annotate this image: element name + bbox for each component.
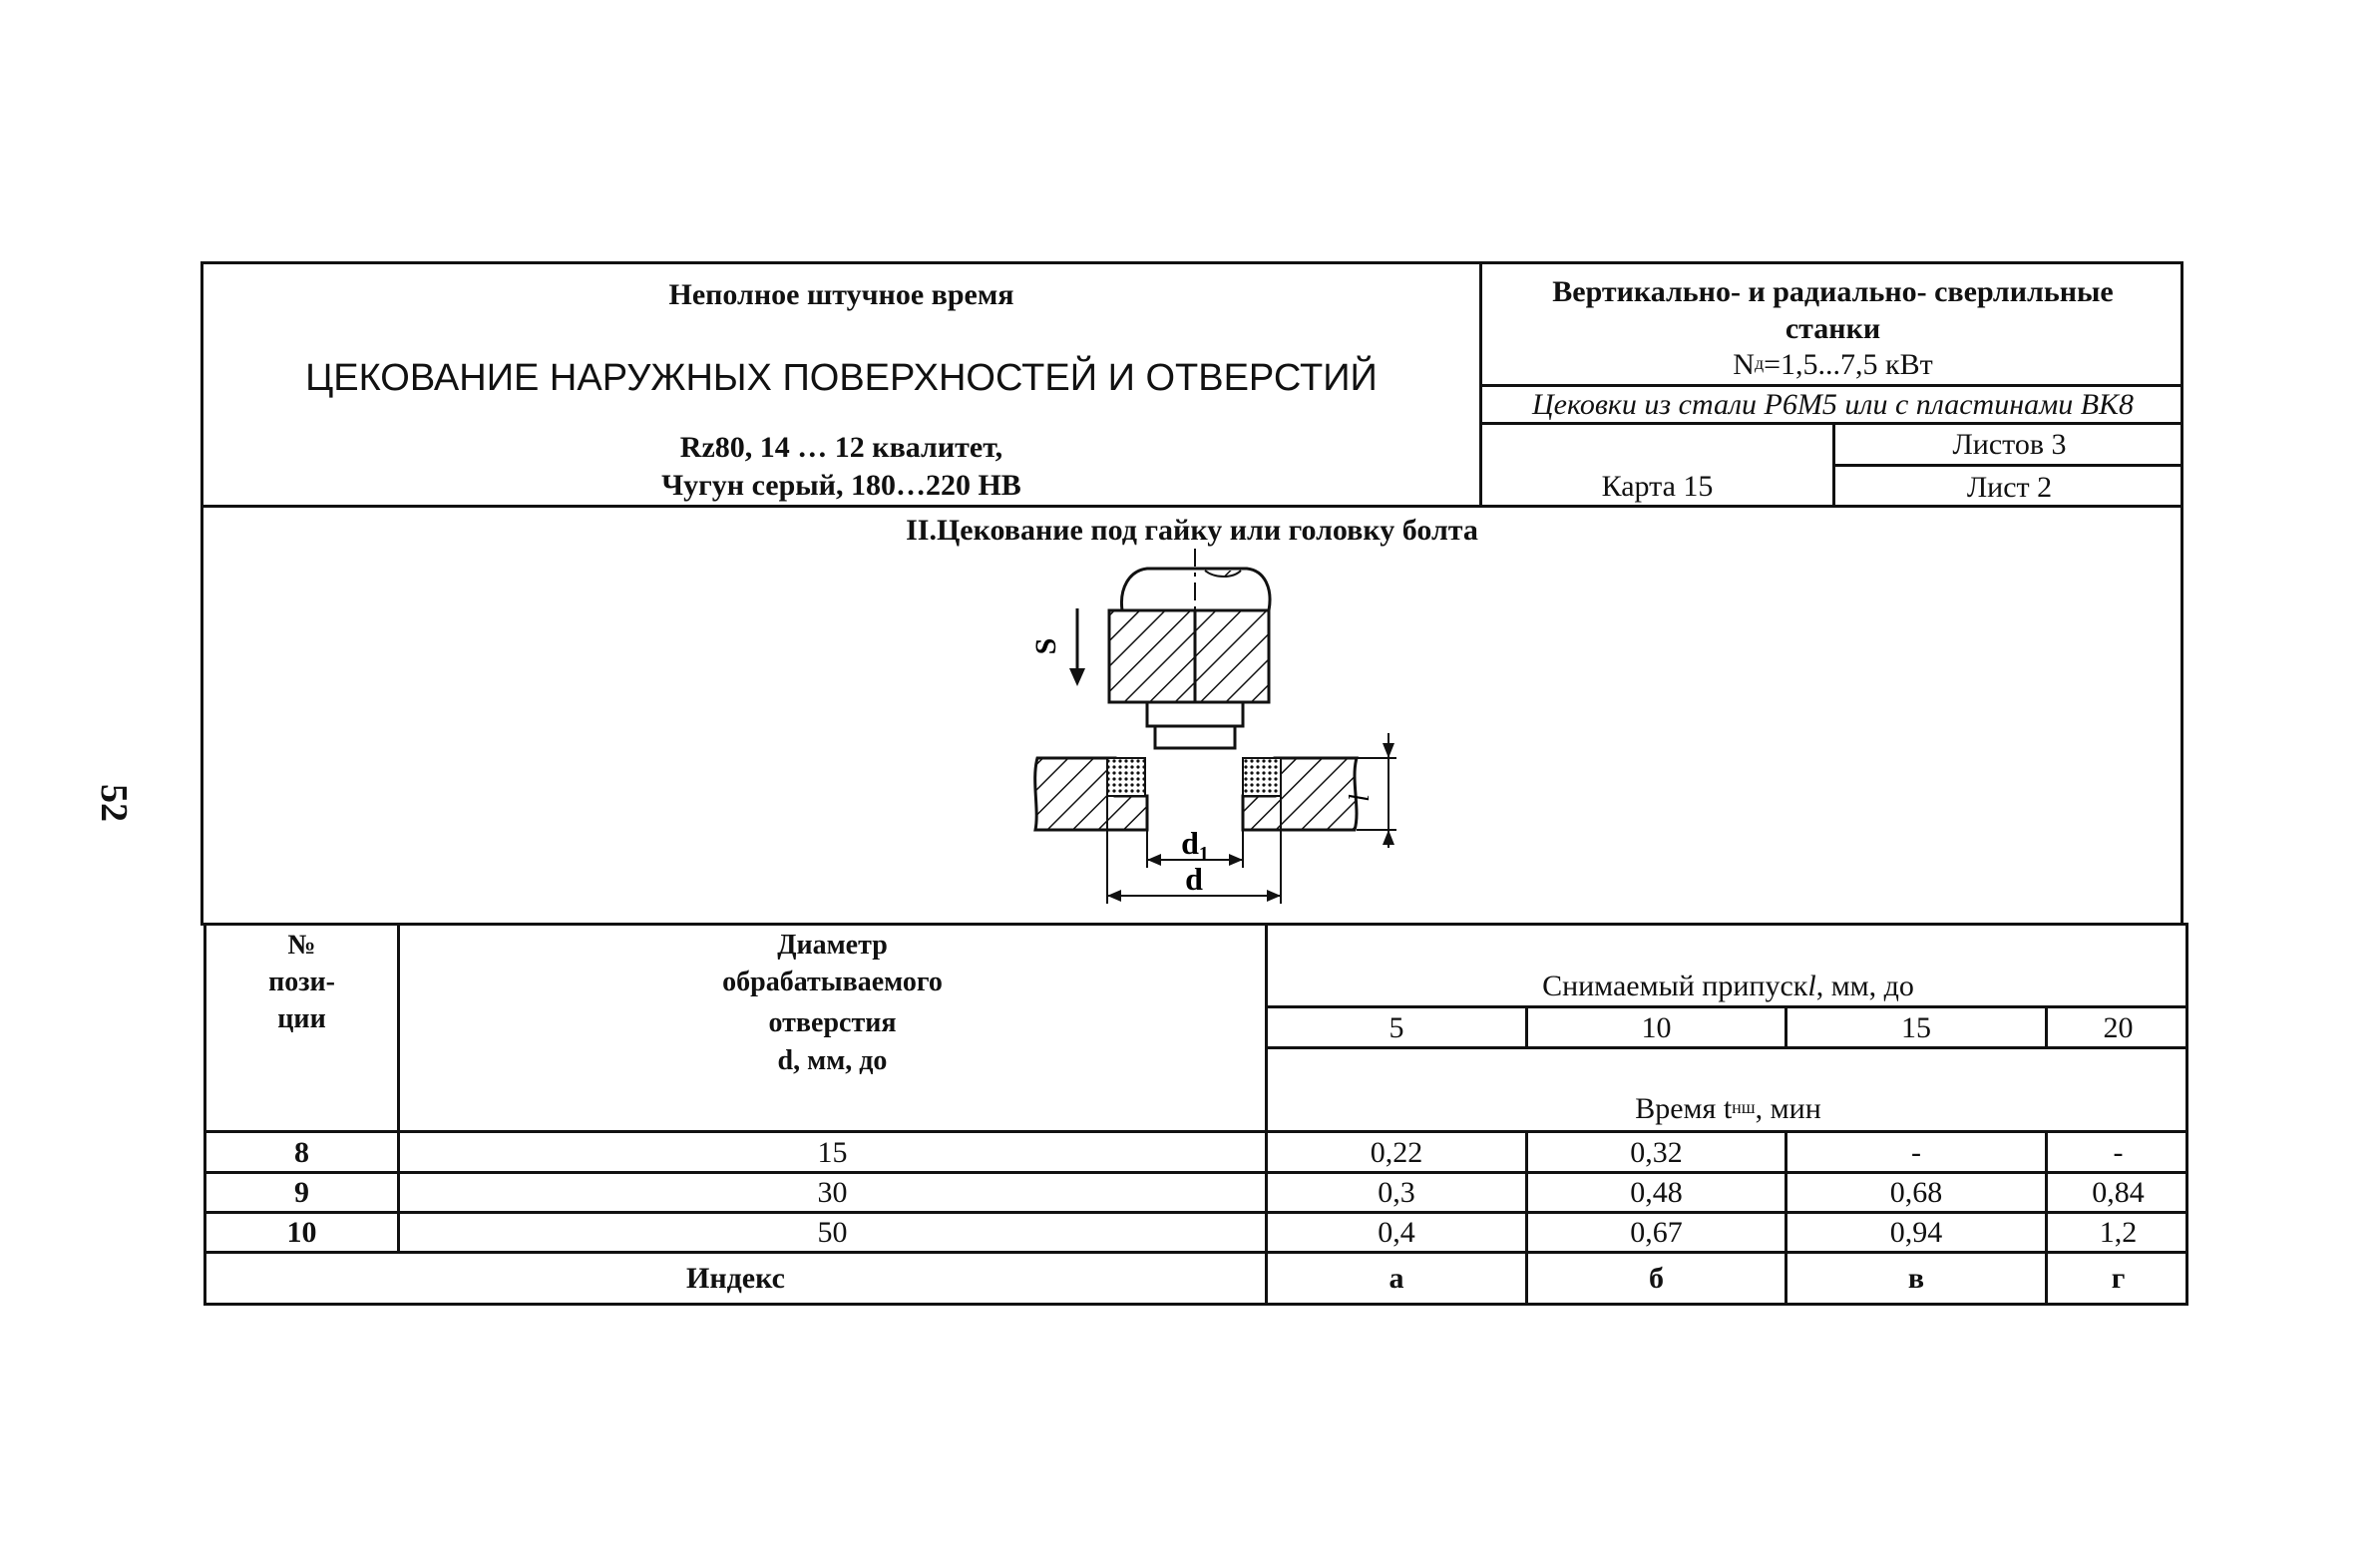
col-diameter-line3: отверстия <box>768 1006 897 1038</box>
col-position-line3: ции <box>277 1002 326 1034</box>
time-value: - <box>1911 1135 1921 1169</box>
index-label: Индекс <box>686 1262 785 1295</box>
counterbore-diagram <box>997 549 1436 918</box>
index-value: в <box>1907 1262 1925 1295</box>
allowance-5: 5 <box>1388 1010 1404 1044</box>
time-value: 0,32 <box>1630 1135 1683 1169</box>
card-params-line1: Rz80, 14 … 12 квалитет, <box>679 430 1003 464</box>
sheet-number: Лист 2 <box>1966 471 2053 504</box>
cutter-pilot <box>1147 702 1243 726</box>
sheets-total: Листов 3 <box>1952 428 2067 461</box>
machine-type-line1: Вертикально- и радиально- сверлильные <box>1552 274 2114 308</box>
allowance-10: 10 <box>1641 1010 1672 1044</box>
row-diameter: 30 <box>817 1176 848 1209</box>
tool-spec: Цековки из стали Р6М5 или с пластинами ВК8 <box>1532 388 2134 421</box>
time-value: 0,67 <box>1630 1216 1683 1249</box>
allowance-15: 15 <box>1901 1010 1931 1044</box>
col-position-line1: № <box>287 929 316 961</box>
card-title: ЦЕКОВАНИЕ НАРУЖНЫХ ПОВЕРХНОСТЕЙ И ОТВЕРСТИЙ <box>305 357 1378 400</box>
page-number: 52 <box>93 784 135 822</box>
depth-label: l <box>1345 794 1376 802</box>
row-position: 9 <box>294 1176 309 1209</box>
time-value: 0,68 <box>1889 1176 1943 1209</box>
cutter-body <box>1109 610 1269 702</box>
time-value: 0,4 <box>1378 1216 1415 1249</box>
machine-power: N д =1,5...7,5 кВт <box>1733 347 1933 381</box>
time-value: 0,94 <box>1889 1216 1943 1249</box>
card-subtitle: Неполное штучное время <box>668 277 1014 311</box>
index-value: б <box>1649 1262 1664 1295</box>
card-number: Карта 15 <box>1601 470 1714 503</box>
col-position-line2: пози- <box>268 966 335 997</box>
feed-label: S <box>1029 637 1062 655</box>
row-position: 8 <box>294 1135 309 1169</box>
allowance-header: Снимаемый припуск l , мм, до <box>1542 969 1914 1002</box>
time-value: 0,3 <box>1378 1176 1415 1209</box>
allowance-20: 20 <box>2103 1010 2134 1044</box>
index-value: г <box>2111 1262 2126 1295</box>
machine-type-line2: станки <box>1785 311 1881 345</box>
col-diameter-line4: d, мм, до <box>777 1044 888 1076</box>
index-value: а <box>1388 1262 1404 1295</box>
time-value: 0,48 <box>1630 1176 1683 1209</box>
time-value: 0,84 <box>2092 1176 2145 1209</box>
row-diameter: 50 <box>817 1216 848 1249</box>
time-header: Время t нш , мин <box>1635 1091 1821 1125</box>
section-title: II.Цекование под гайку или головку болта <box>906 513 1478 547</box>
time-value: 1,2 <box>2099 1216 2138 1249</box>
time-value: 0,22 <box>1370 1135 1423 1169</box>
time-value: - <box>2113 1135 2124 1169</box>
col-diameter-line1: Диаметр <box>777 929 888 961</box>
counterbore-diameter-label: d <box>1185 861 1203 897</box>
col-diameter-line2: обрабатываемого <box>722 966 943 997</box>
row-position: 10 <box>286 1216 317 1249</box>
card-params-line2: Чугун серый, 180…220 HB <box>661 468 1021 502</box>
pilot-diameter-label: d1 <box>1181 825 1209 865</box>
row-diameter: 15 <box>817 1135 848 1169</box>
